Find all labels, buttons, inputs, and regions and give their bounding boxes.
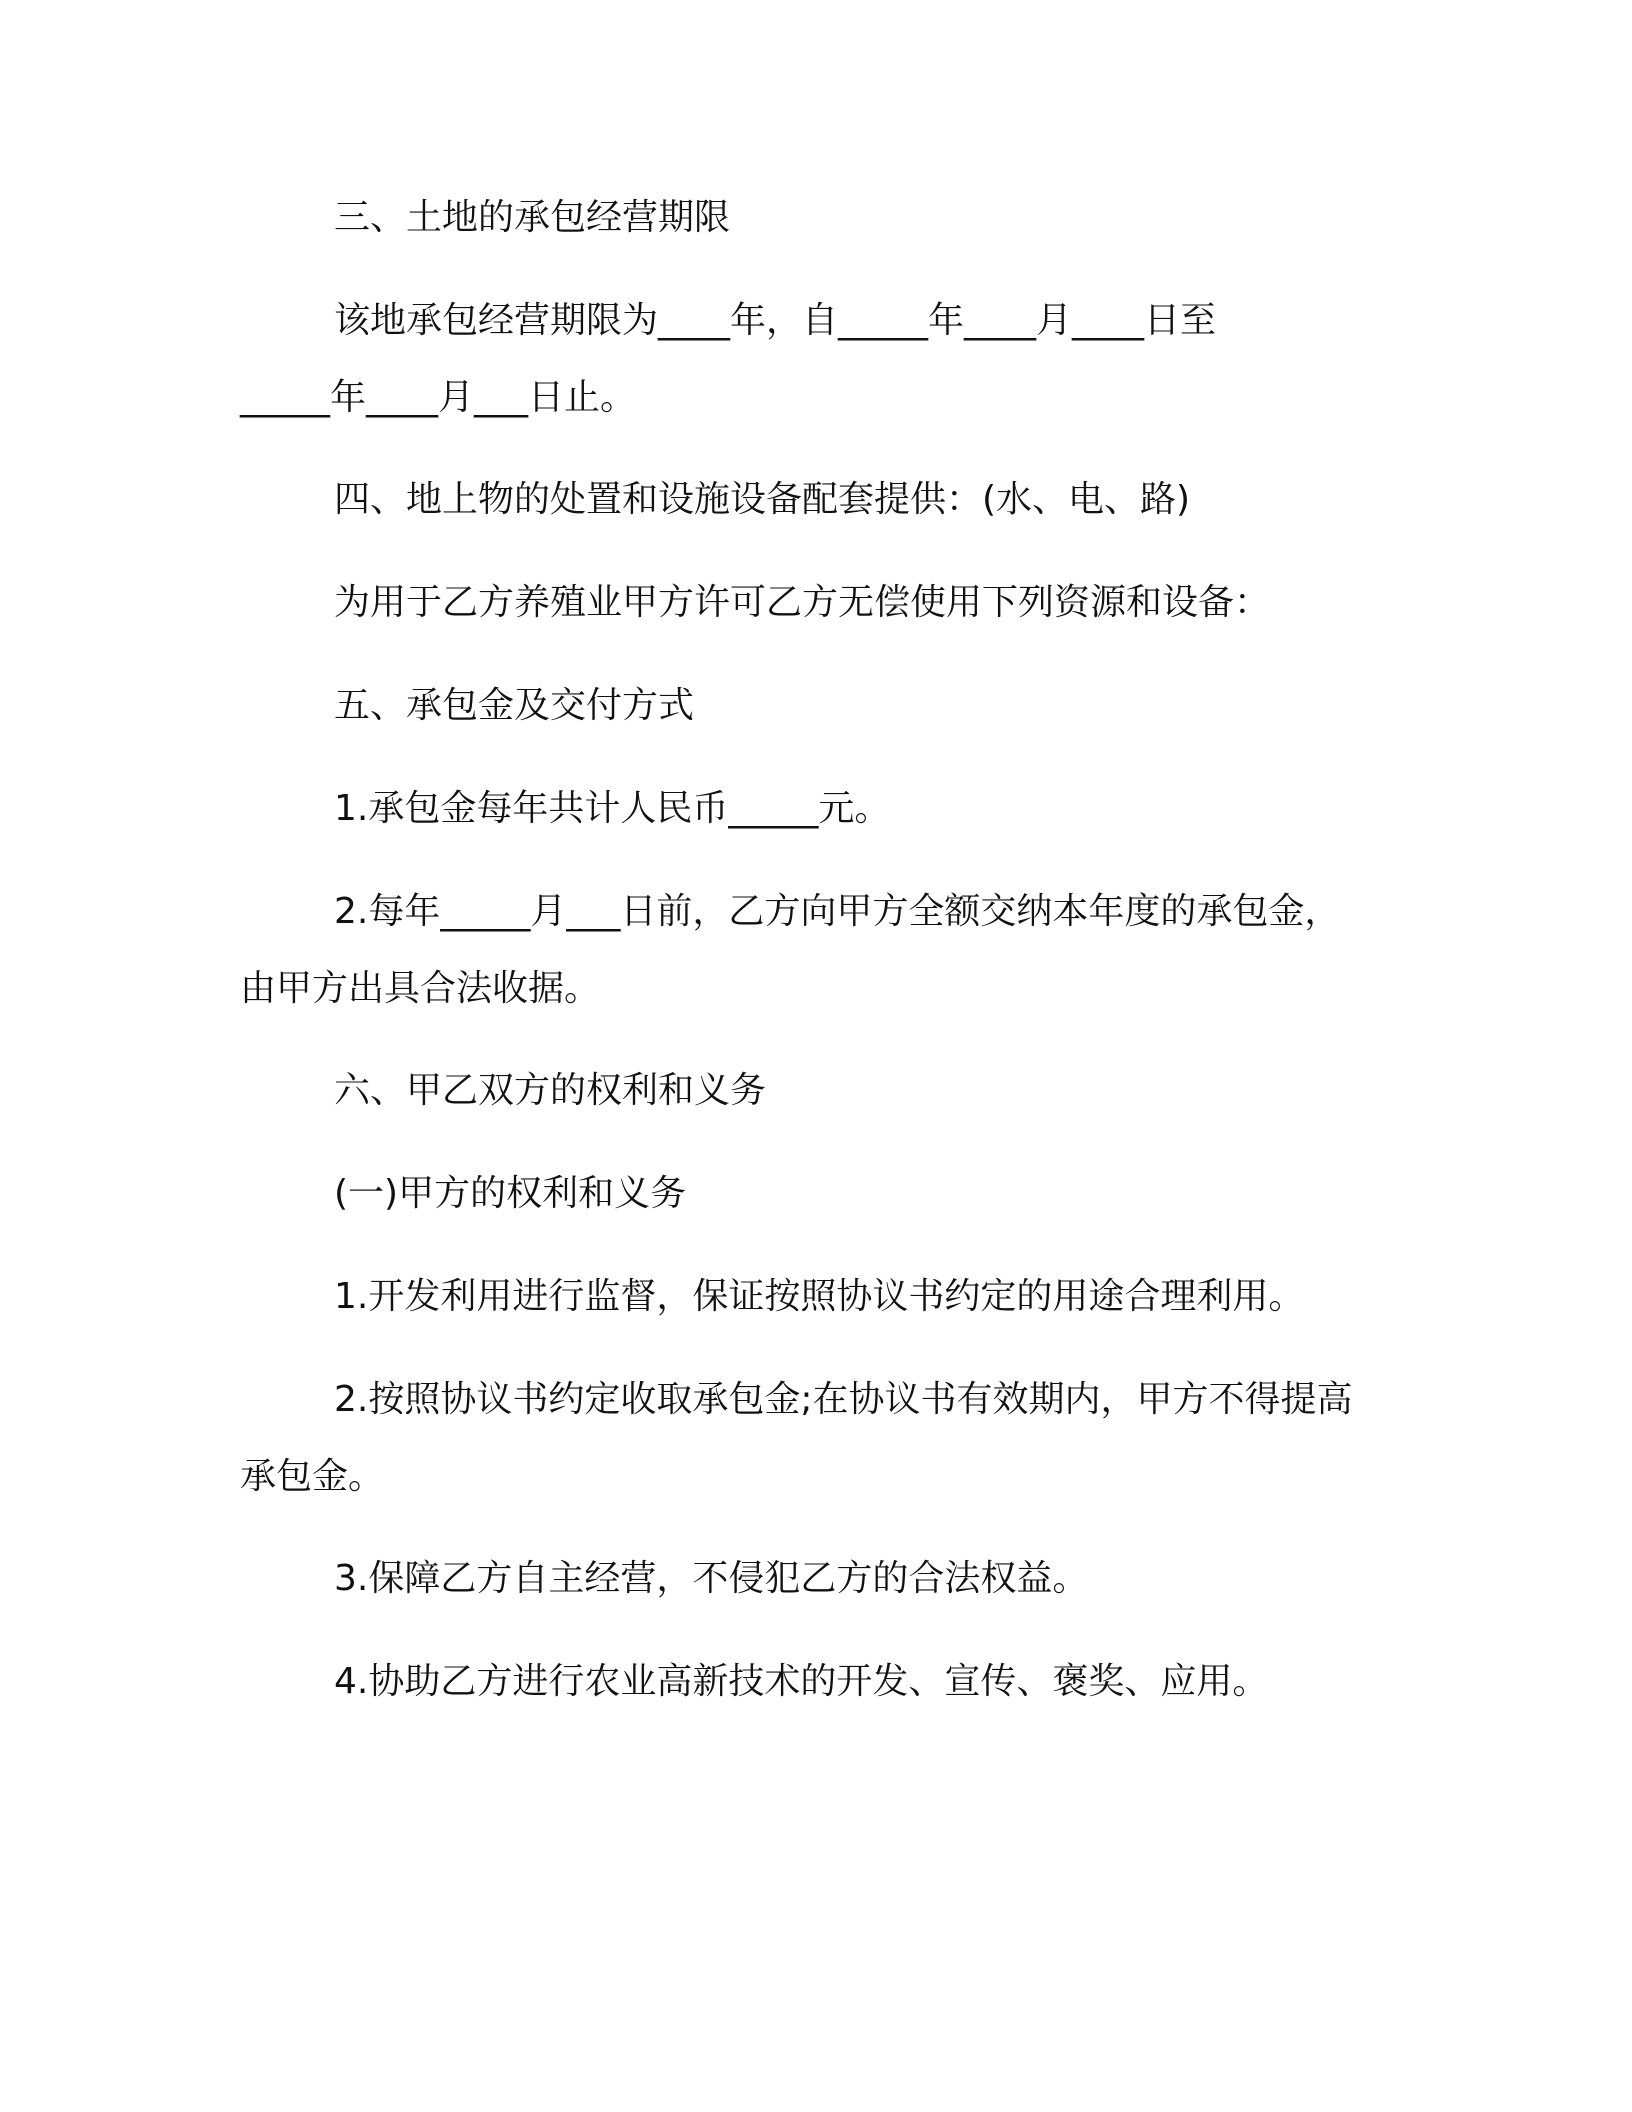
section-heading-payment: 五、承包金及交付方式 <box>334 685 695 726</box>
paragraph-party-a-2-cont: 承包金。 <box>240 1456 385 1497</box>
paragraph-party-a-1: 1.开发利用进行监督，保证按照协议书约定的用途合理利用。 <box>334 1276 1305 1317</box>
section-heading-term: 三、土地的承包经营期限 <box>334 197 731 238</box>
paragraph-term-period-cont: _____年____月___日止。 <box>240 377 637 418</box>
paragraph-party-a-4: 4.协助乙方进行农业高新技术的开发、宣传、褒奖、应用。 <box>334 1661 1269 1702</box>
paragraph-payment-1: 1.承包金每年共计人民币_____元。 <box>334 788 891 829</box>
paragraph-facilities: 为用于乙方养殖业甲方许可乙方无偿使用下列资源和设备： <box>334 582 1271 623</box>
paragraph-payment-2: 2.每年_____月___日前，乙方向甲方全额交纳本年度的承包金， <box>334 891 1341 932</box>
paragraph-party-a-2: 2.按照协议书约定收取承包金;在协议书有效期内，甲方不得提高 <box>334 1379 1353 1420</box>
section-heading-rights: 六、甲乙双方的权利和义务 <box>334 1070 767 1111</box>
paragraph-term-period: 该地承包经营期限为____年，自_____年____月____日至 <box>334 300 1217 341</box>
paragraph-party-a-3: 3.保障乙方自主经营，不侵犯乙方的合法权益。 <box>334 1558 1089 1599</box>
paragraph-payment-2-cont: 由甲方出具合法收据。 <box>240 968 601 1009</box>
subheading-party-a: (一)甲方的权利和义务 <box>334 1173 687 1214</box>
section-heading-facilities: 四、地上物的处置和设施设备配套提供：(水、电、路) <box>334 479 1191 520</box>
